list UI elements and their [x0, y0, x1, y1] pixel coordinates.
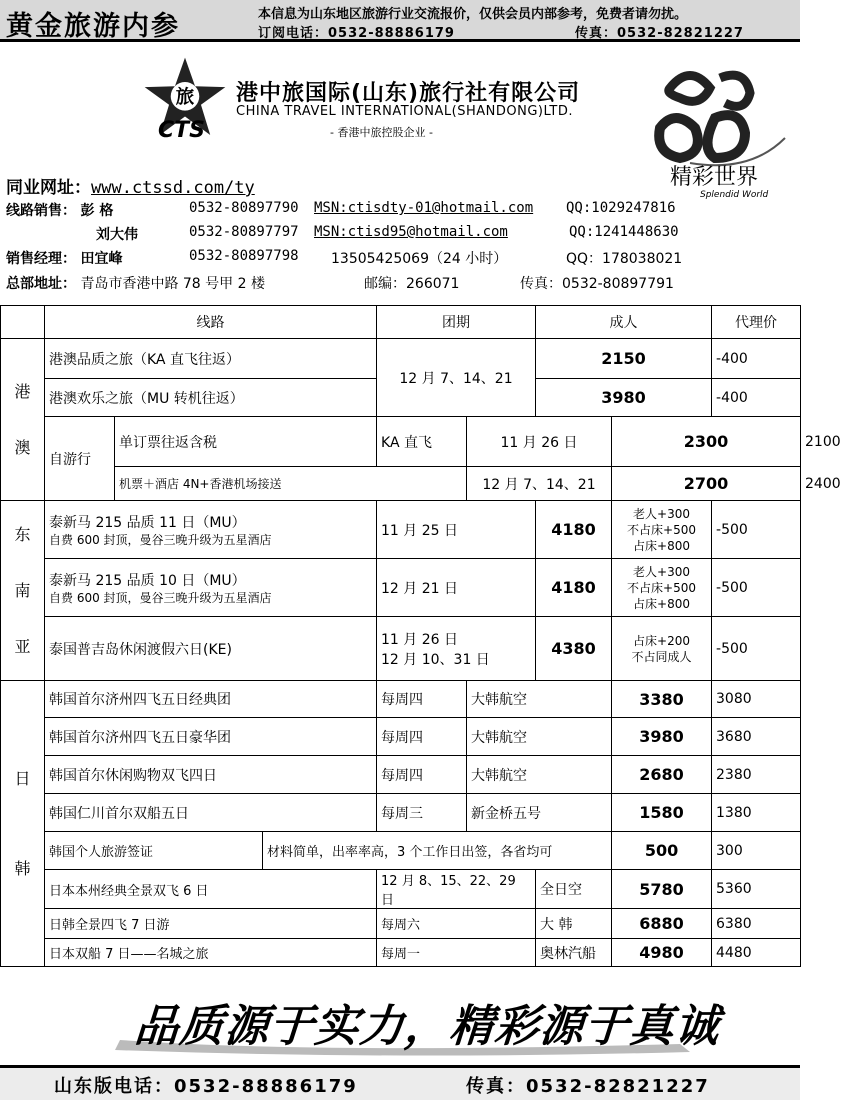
sales-name-2: 刘大伟 — [96, 227, 138, 243]
product-cell: 机票＋酒店 4N+香港机场接送 — [115, 467, 467, 501]
freq-cell: 每周三 — [377, 794, 467, 832]
date-cell: 11 月 26 日 — [467, 417, 612, 467]
date-cell: 12 月 21 日 — [377, 559, 536, 617]
header-blank — [1, 306, 45, 339]
company-subtitle: - 香港中旅控股企业 - — [330, 126, 433, 139]
agent-cell: 6380 — [712, 909, 801, 939]
route-cell: 韩国仁川首尔双船五日 — [45, 794, 377, 832]
table-row — [1, 718, 801, 756]
section-sea: 东 南 亚 — [1, 501, 45, 681]
price-cell: 6880 — [612, 909, 712, 939]
carrier-cell: 大韩航空 — [467, 718, 612, 756]
price-cell: 2680 — [612, 756, 712, 794]
route-cell: 泰新马 215 品质 10 日（MU） 自费 600 封顶，曼谷三晚升级为五星酒店 — [45, 559, 377, 617]
manager-qq: QQ：178038021 — [566, 251, 683, 267]
price-cell: 4180 — [536, 559, 612, 617]
carrier-cell: 奥林汽船 — [536, 939, 612, 967]
website-line — [6, 173, 255, 198]
agent-cell: -500 — [712, 617, 801, 681]
table-row — [1, 870, 801, 909]
carrier-cell: KA 直飞 — [377, 417, 467, 467]
product-cell: 单订票往返含税 — [115, 417, 377, 467]
route-cell: 韩国首尔休闲购物双飞四日 — [45, 756, 377, 794]
price-cell: 2700 — [612, 467, 801, 501]
route-cell: 韩国首尔济州四飞五日经典团 — [45, 681, 377, 718]
route-cell: 港澳欢乐之旅（MU 转机往返） — [45, 379, 377, 417]
visa-note-cell: 材料简单，出率率高，3 个工作日出签，各省均可 — [263, 832, 612, 870]
hq-address: 青岛市香港中路 78 号甲 2 楼 — [80, 276, 265, 292]
sales-name-1: 彭 格 — [80, 203, 114, 219]
hq-postcode: 邮编：266071 — [364, 276, 460, 292]
route-cell: 泰国普吉岛休闲渡假六日(KE) — [45, 617, 377, 681]
table-row — [1, 909, 801, 939]
hq-label: 总部地址： — [6, 276, 76, 292]
subscribe-phone: 0532-88886179 — [328, 26, 455, 41]
date-cell: 12 月 7、14、21 — [377, 339, 536, 417]
sales-msn-1[interactable]: MSN:ctisdty-01@hotmail.com — [314, 200, 534, 216]
price-cell: 500 — [612, 832, 712, 870]
carrier-cell: 大韩航空 — [467, 756, 612, 794]
route-cell: 日本双船 7 日——名城之旅 — [45, 939, 377, 967]
table-row — [1, 617, 801, 681]
price-table — [0, 305, 841, 967]
agent-cell: -400 — [712, 379, 801, 417]
price-cell: 5780 — [612, 870, 712, 909]
footer-phone-label: 山东版电话： — [54, 1076, 174, 1097]
price-cell: 4380 — [536, 617, 612, 681]
freq-cell: 每周四 — [377, 718, 467, 756]
manager-label: 销售经理： — [6, 251, 76, 267]
footer-fax-line — [466, 1072, 710, 1098]
table-row: 自游行 单订票往返含税 KA 直飞 11 月 26 日 2300 2100 — [1, 417, 801, 467]
fax-label: 传真： — [575, 26, 618, 41]
header-dates: 团期 — [377, 306, 536, 339]
table-row — [1, 756, 801, 794]
sales-row-1 — [6, 200, 676, 220]
route-cell: 韩国首尔济州四飞五日豪华团 — [45, 718, 377, 756]
subscribe-label: 订阅电话： — [258, 26, 329, 41]
web-label: 同业网址： — [6, 178, 91, 198]
manager-mobile: 13505425069（24 小时） — [331, 251, 508, 267]
company-name-cn: 港中旅国际(山东)旅行社有限公司 — [236, 81, 581, 106]
table-row — [1, 794, 801, 832]
subscribe-line — [258, 22, 455, 41]
table-row — [1, 339, 801, 379]
brand-title: 黄金旅游内参 — [6, 11, 180, 42]
table-row — [1, 939, 801, 967]
date-cell: 11 月 25 日 — [377, 501, 536, 559]
price-cell: 4980 — [612, 939, 712, 967]
sales-phone-1: 0532-80897790 — [189, 200, 299, 216]
fax-number: 0532-82821227 — [617, 26, 744, 41]
carrier-cell: 大韩航空 — [467, 681, 612, 718]
price-cell: 3380 — [612, 681, 712, 718]
extra-cell: 老人+300 不占床+500 占床+800 — [612, 559, 712, 617]
header-route: 线路 — [45, 306, 377, 339]
sales-msn-2[interactable]: MSN:ctisd95@hotmail.com — [314, 224, 508, 240]
agent-cell: -400 — [712, 339, 801, 379]
sales-qq-1: QQ:1029247816 — [566, 200, 676, 216]
slogan: 品质源于实力，精彩源于真诚 — [132, 1001, 722, 1052]
freq-cell: 每周六 — [377, 909, 536, 939]
member-notice: 本信息为山东地区旅游行业交流报价，仅供会员内部参考，免费者请勿扰。 — [258, 7, 688, 22]
manager-row — [6, 248, 683, 268]
date-cell: 12 月 7、14、21 — [467, 467, 612, 501]
header-agent: 代理价 — [712, 306, 801, 339]
sales-qq-2: QQ:1241448630 — [569, 224, 679, 240]
price-cell: 2150 — [536, 339, 712, 379]
cts-logo-text: CTS — [158, 118, 205, 143]
agent-cell: 1380 — [712, 794, 801, 832]
section-hk: 港 澳 — [1, 339, 45, 501]
manager-name: 田宜峰 — [80, 251, 123, 267]
agent-cell: 3680 — [712, 718, 801, 756]
header-fax — [575, 22, 744, 41]
freq-cell: 12 月 8、15、22、29 日 — [377, 870, 536, 909]
splendid-en: Splendid World — [700, 190, 769, 200]
price-cell: 4180 — [536, 501, 612, 559]
freq-cell: 每周四 — [377, 756, 467, 794]
manager-phone: 0532-80897798 — [189, 248, 299, 264]
company-name-en: CHINA TRAVEL INTERNATIONAL(SHANDONG)LTD. — [236, 104, 574, 119]
header-adult: 成人 — [536, 306, 712, 339]
carrier-cell: 新金桥五号 — [467, 794, 612, 832]
logo-badge-char: 旅 — [175, 87, 195, 109]
table-row: 机票＋酒店 4N+香港机场接送 12 月 7、14、21 2700 2400 — [1, 467, 801, 501]
extra-cell: 占床+200 不占同成人 — [612, 617, 712, 681]
table-row — [1, 559, 801, 617]
footer-phone-line — [54, 1072, 358, 1098]
splendid-cn: 精彩世界 — [670, 165, 759, 190]
price-cell: 3980 — [536, 379, 712, 417]
footer-fax-label: 传真： — [466, 1076, 526, 1097]
sales-phone-2: 0532-80897797 — [189, 224, 299, 240]
self-tour-label: 自游行 — [45, 417, 115, 501]
freq-cell: 每周一 — [377, 939, 536, 967]
price-cell: 2300 — [612, 417, 801, 467]
route-cell: 日韩全景四飞 7 日游 — [45, 909, 377, 939]
agent-cell: 4480 — [712, 939, 801, 967]
extra-cell: 老人+300 不占床+500 占床+800 — [612, 501, 712, 559]
table-row — [1, 832, 801, 870]
route-cell: 日本本州经典全景双飞 6 日 — [45, 870, 377, 909]
footer-fax: 0532-82821227 — [526, 1076, 710, 1097]
website-link[interactable]: www.ctssd.com/ty — [91, 178, 255, 198]
agent-cell: -500 — [712, 501, 801, 559]
agent-cell: 2380 — [712, 756, 801, 794]
route-cell: 泰新马 215 品质 11 日（MU） 自费 600 封顶，曼谷三晚升级为五星酒店 — [45, 501, 377, 559]
agent-cell: 5360 — [712, 870, 801, 909]
sales-label: 线路销售： — [6, 203, 76, 219]
agent-cell: 300 — [712, 832, 801, 870]
carrier-cell: 大 韩 — [536, 909, 612, 939]
route-cell: 港澳品质之旅（KA 直飞往返） — [45, 339, 377, 379]
agent-cell: 3080 — [712, 681, 801, 718]
visa-cell: 韩国个人旅游签证 — [45, 832, 263, 870]
freq-cell: 每周四 — [377, 681, 467, 718]
carrier-cell: 全日空 — [536, 870, 612, 909]
hq-row — [6, 273, 674, 293]
table-header-row — [1, 306, 801, 339]
date-cell: 11 月 26 日 12 月 10、31 日 — [377, 617, 536, 681]
hq-fax: 传真：0532-80897791 — [520, 276, 674, 292]
footer-phone: 0532-88886179 — [174, 1076, 358, 1097]
table-row — [1, 681, 801, 718]
section-jk: 日 韩 — [1, 681, 45, 967]
price-cell: 1580 — [612, 794, 712, 832]
price-cell: 3980 — [612, 718, 712, 756]
table-row — [1, 501, 801, 559]
agent-cell: -500 — [712, 559, 801, 617]
